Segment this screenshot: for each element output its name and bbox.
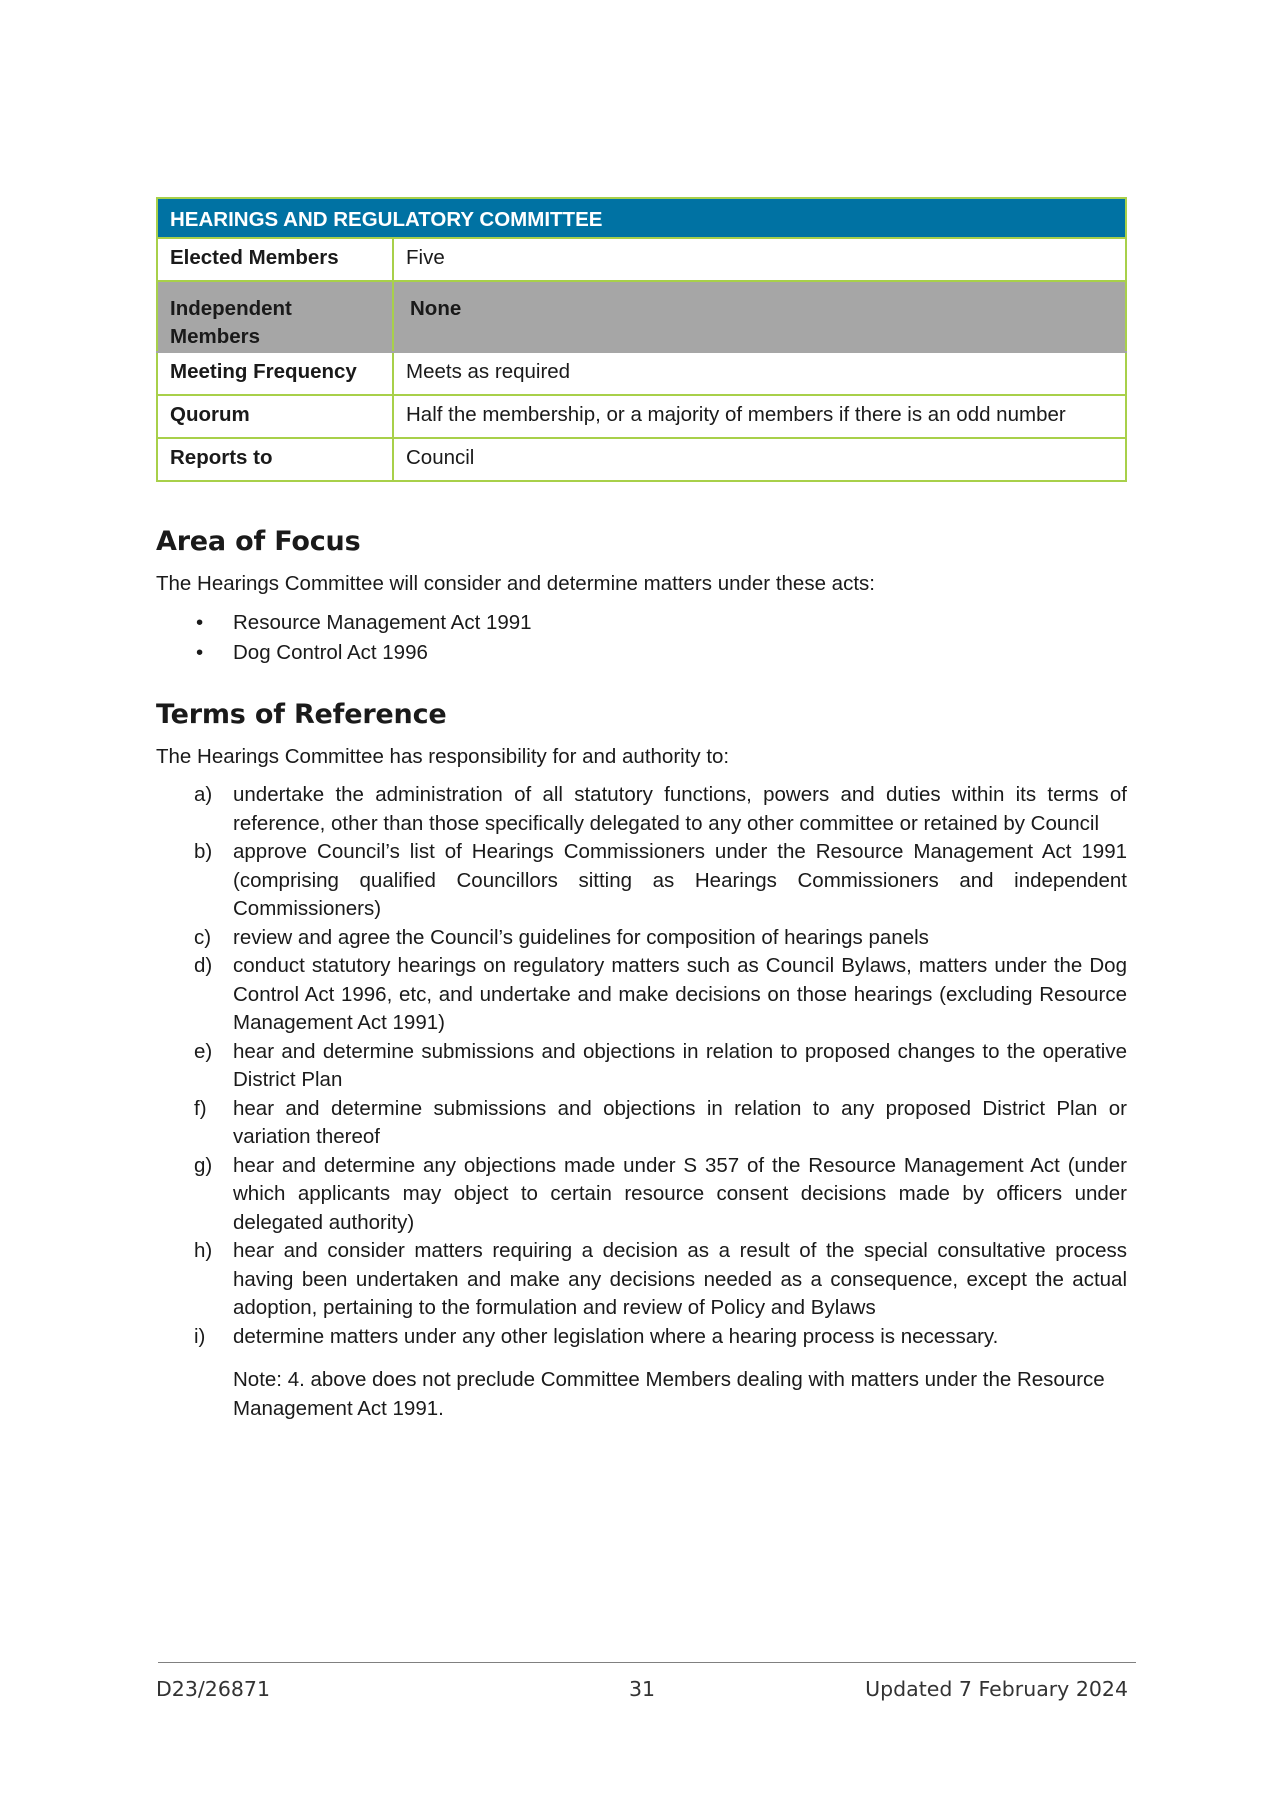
terms-of-reference-heading: Terms of Reference [156, 699, 447, 730]
terms-of-reference-intro: The Hearings Committee has responsibility for and authority to: [156, 745, 730, 768]
list-item [156, 1323, 1127, 1352]
terms-list [156, 781, 1127, 1351]
list-marker: d) [194, 954, 213, 977]
list-item [156, 608, 1127, 638]
row-value: Council [393, 438, 1126, 481]
terms-note: Note: 4. above does not preclude Committee Members dealing with matters under the Resource Management Act 1991. [233, 1368, 1105, 1420]
list-marker: c) [194, 925, 212, 949]
list-item-text: hear and consider matters requiring a decision as a result of the special consultative process having been undertaken and make any decisions needed as a consequence, except the actual adoption, pertaining to the formulation and review of Policy and Bylaws [233, 1239, 1127, 1319]
list-item-text: hear and determine submissions and objections in relation to proposed changes to the operative District Plan [233, 1039, 1127, 1091]
list-item-text: hear and determine submissions and objections in relation to any proposed District Plan or variation thereof [233, 1096, 1127, 1148]
table-row [157, 395, 1126, 438]
acts-list [156, 608, 1127, 668]
list-item [156, 924, 1127, 953]
list-marker: g) [194, 1153, 213, 1177]
list-item-text: conduct statutory hearings on regulatory matters such as Council Bylaws, matters under the Dog Control Act 1996, etc, and undertake and make decisions on those hearings (excluding Resource Management Act 1991) [233, 954, 1127, 1034]
row-label: Meeting Frequency [157, 352, 393, 395]
list-item [156, 1038, 1127, 1095]
list-item [156, 1095, 1127, 1152]
updated-date: Updated 7 February 2024 [865, 1677, 1128, 1701]
row-label: Elected Members [157, 238, 393, 281]
list-marker: e) [194, 1039, 213, 1063]
table-row [157, 281, 1126, 352]
committee-table [156, 197, 1127, 482]
list-item-text: review and agree the Council’s guidelines for composition of hearings panels [233, 925, 929, 949]
list-item-text: undertake the administration of all statutory functions, powers and duties within its terms of reference, other than those specifically delegated to any other committee or retained by Council [233, 783, 1127, 835]
table-row [157, 352, 1126, 395]
list-item-text: approve Council’s list of Hearings Commissioners under the Resource Management Act 1991 (comprising qualified Councillors sitting as Hearings Commissioners and independent Commissioners) [233, 840, 1127, 920]
row-value: Five [393, 238, 1126, 281]
list-item [156, 1152, 1127, 1238]
bullet-icon: • [196, 611, 204, 634]
table-row [157, 438, 1126, 481]
list-item-text: Resource Management Act 1991 [233, 611, 532, 634]
list-item [156, 838, 1127, 924]
bullet-icon: • [196, 641, 204, 664]
row-value: None [393, 281, 1126, 352]
row-value: Meets as required [393, 352, 1126, 395]
committee-table-title: HEARINGS AND REGULATORY COMMITTEE [157, 198, 1126, 238]
list-item-text: hear and determine any objections made under S 357 of the Resource Management Act (under which applicants may object to certain resource consent decisions made by officers under delegated authority) [233, 1153, 1127, 1234]
list-marker: a) [194, 783, 213, 806]
page-number: 31 [629, 1677, 656, 1701]
list-marker: f) [194, 1096, 207, 1120]
document-page [156, 197, 1127, 1444]
area-of-focus-intro: The Hearings Committee will consider and determine matters under these acts: [156, 572, 875, 595]
list-item [156, 781, 1127, 838]
list-item-text: Dog Control Act 1996 [233, 641, 428, 664]
list-item [156, 952, 1127, 1038]
list-item [156, 638, 1127, 668]
footer-divider [158, 1662, 1136, 1663]
table-row [157, 238, 1126, 281]
list-item-text: determine matters under any other legislation where a hearing process is necessary. [233, 1324, 999, 1348]
row-label: Reports to [157, 438, 393, 481]
list-marker: b) [194, 840, 213, 863]
area-of-focus-heading: Area of Focus [156, 526, 361, 557]
row-label: Quorum [157, 395, 393, 438]
list-marker: h) [194, 1239, 213, 1262]
list-marker: i) [194, 1324, 206, 1348]
row-value: Half the membership, or a majority of members if there is an odd number [393, 395, 1126, 438]
list-item [156, 1237, 1127, 1323]
row-label: Independent Members [157, 281, 393, 352]
doc-reference: D23/26871 [156, 1677, 270, 1701]
